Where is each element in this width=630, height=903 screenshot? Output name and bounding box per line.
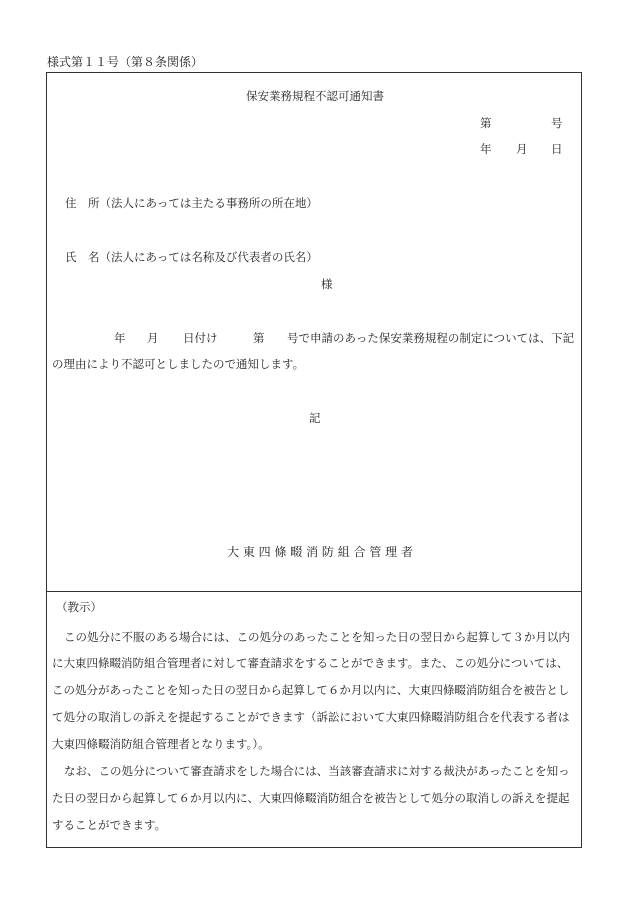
number-prefix: 第 (480, 116, 492, 130)
body-year-label: 年 (114, 331, 126, 345)
issuer-name: 大 東 四 條 畷 消 防 組 合 管 理 者 (227, 545, 413, 559)
instruction-line: することができます。 (52, 818, 167, 832)
ki-heading: 記 (309, 411, 321, 425)
body-date-suffix: 日付け (183, 331, 218, 345)
instruction-line: た日の翌日から起算して６か月以内に、大東四條畷消防組合を被告として処分の取消しの訴えを提起 (52, 791, 570, 805)
address-label: 住 所（法人にあっては主たる事務所の所在地） (65, 196, 318, 210)
body-number-prefix: 第 (253, 331, 265, 345)
section-divider (46, 591, 582, 592)
instruction-heading: （教示） (56, 600, 102, 614)
body-line1: 号で申請のあった保安業務規程の制定については、下記 (287, 331, 575, 345)
name-label: 氏 名（法人にあっては名称及び代表者の氏名） (65, 250, 318, 264)
document-title: 保安業務規程不認可通知書 (246, 89, 384, 103)
body-month-label: 月 (147, 331, 159, 345)
date-month-label: 月 (516, 142, 528, 156)
instruction-line: この処分に不服のある場合には、この処分のあったことを知った日の翌日から起算して３か月以内 (64, 630, 570, 644)
instruction-line: に大東四條畷消防組合管理者に対して審査請求をすることができます。また、この処分については、 (52, 656, 569, 670)
instruction-line: なお、この処分について審査請求をした場合には、当該審査請求に対する裁決があったことを知っ (64, 764, 570, 778)
date-year-label: 年 (480, 142, 492, 156)
form-label: 様式第１１号（第８条関係） (47, 55, 204, 69)
form-frame (46, 72, 582, 848)
honorific: 様 (321, 277, 333, 291)
number-suffix: 号 (551, 116, 563, 130)
body-line2: の理由により不認可としましたので通知します。 (52, 357, 305, 371)
instruction-line: て処分の取消しの訴えを提起することができます（訴訟において大東四條畷消防組合を代表する者は (52, 710, 570, 724)
instruction-line: この処分があったことを知った日の翌日から起算して６か月以内に、大東四條畷消防組合を被告とし (52, 683, 570, 697)
date-day-label: 日 (551, 142, 563, 156)
instruction-line: 大東四條畷消防組合管理者となります。）。 (52, 737, 270, 751)
